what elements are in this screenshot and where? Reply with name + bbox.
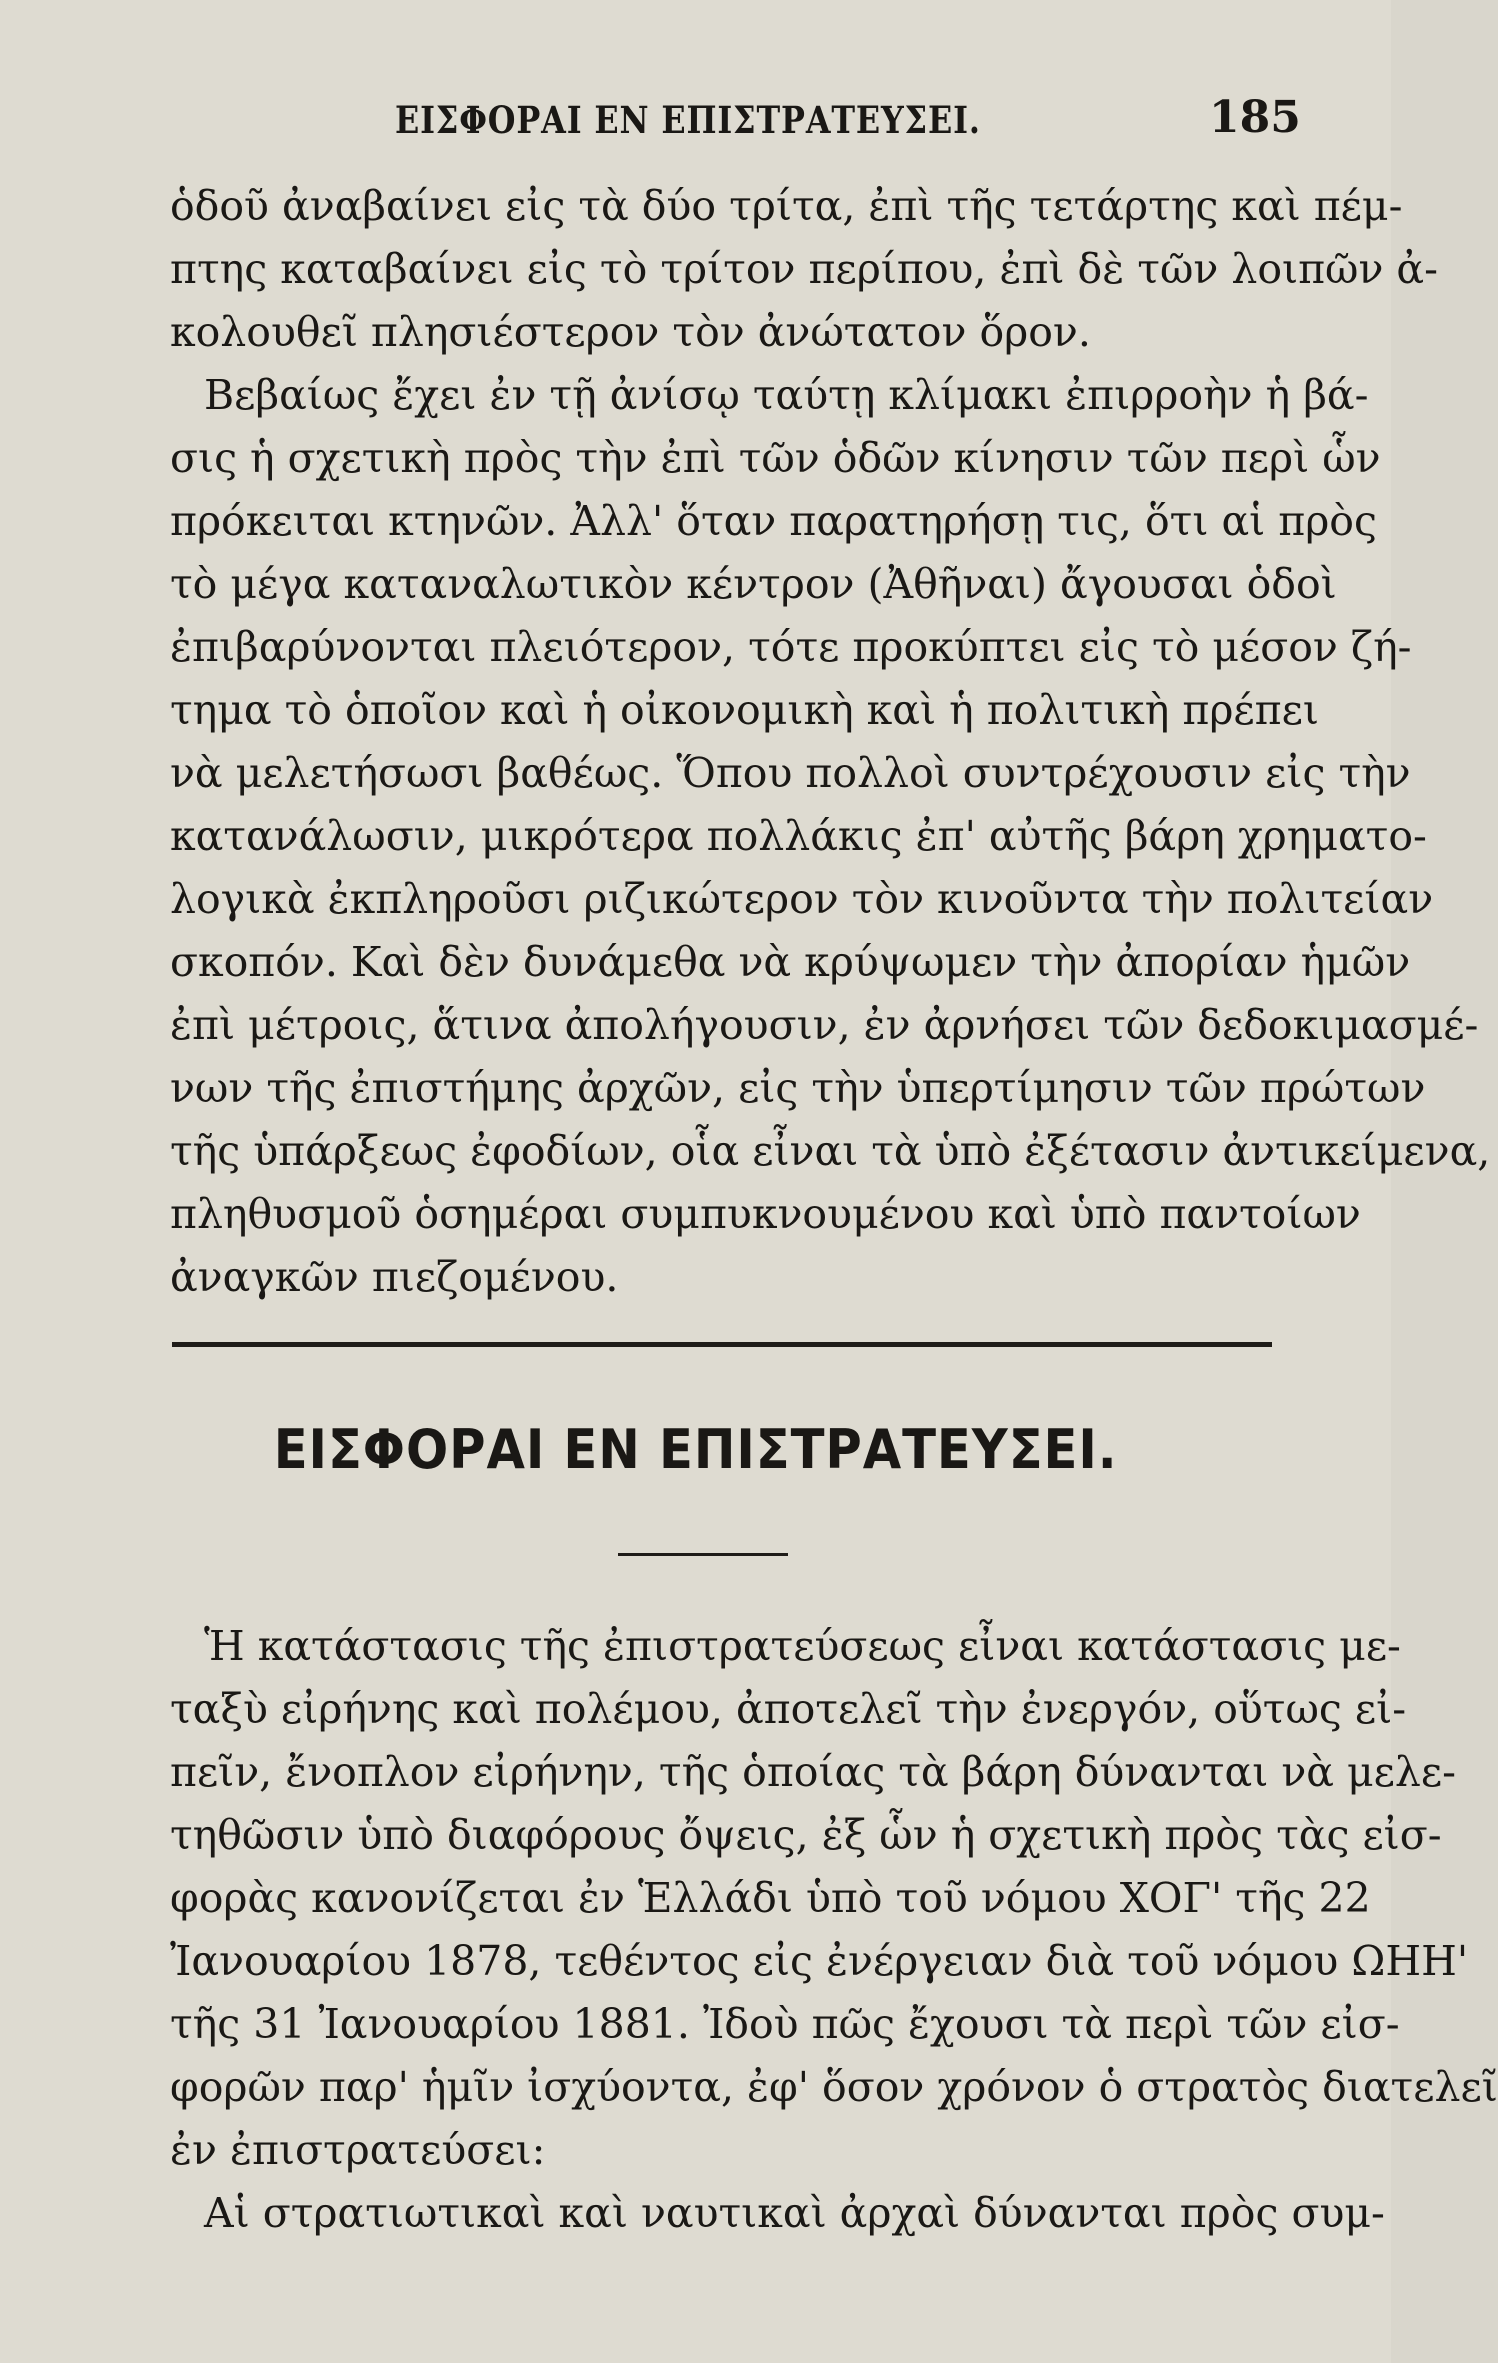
text-line: ὁδοῦ ἀναβαίνει εἰς τὰ δύο τρίτα, ἐπὶ τῆς τετάρτης καὶ πέμ- [170, 182, 1403, 230]
section-divider [172, 1342, 1272, 1347]
paragraph-katastasis [170, 1615, 1498, 2182]
text-line: ἐπιβαρύνονται πλειότερον, τότε προκύπτει εἰς τὸ μέσον ζή- [170, 623, 1412, 671]
text-line: τὸ μέγα καταναλωτικὸν κέντρον (Ἀθῆναι) ἄγουσαι ὁδοὶ [170, 560, 1337, 608]
text-line: σκοπόν. Καὶ δὲν δυνάμεθα νὰ κρύψωμεν τὴν ἀπορίαν ἡμῶν [170, 938, 1411, 986]
text-line: πληθυσμοῦ ὁσημέραι συμπυκνουμένου καὶ ὑπὸ παντοίων [170, 1190, 1361, 1238]
text-line: τημα τὸ ὁποῖον καὶ ἡ οἰκονομικὴ καὶ ἡ πολιτικὴ πρέπει [170, 686, 1319, 734]
text-line: Ἡ κατάστασις τῆς ἐπιστρατεύσεως εἶναι κατάστασις με- [204, 1622, 1401, 1670]
text-line: λογικὰ ἐκπληροῦσι ριζικώτερον τὸν κινοῦντα τὴν πολιτείαν [170, 875, 1434, 923]
text-line: κολουθεῖ πλησιέστερον τὸν ἀνώτατον ὅρον. [170, 308, 1091, 356]
text-line: τῆς 31 Ἰανουαρίου 1881. Ἰδοὺ πῶς ἔχουσι τὰ περὶ τῶν εἰσ- [170, 2000, 1400, 2048]
text-line: ἀναγκῶν πιεζομένου. [170, 1253, 619, 1301]
paragraph-bebaios [170, 364, 1491, 1309]
text-line: ταξὺ εἰρήνης καὶ πολέμου, ἀποτελεῖ τὴν ἐνεργόν, οὕτως εἰ- [170, 1685, 1407, 1733]
section-title-text: ΕΙΣΦΟΡΑΙ ΕΝ ΕΠΙΣΤΡΑΤΕΥΣΕΙ. [273, 1418, 1118, 1481]
page-number: 185 [1209, 92, 1301, 143]
text-line: κατανάλωσιν, μικρότερα πολλάκις ἐπ' αὐτῆς βάρη χρηματο- [170, 812, 1427, 860]
text-line: τηθῶσιν ὑπὸ διαφόρους ὄψεις, ἐξ ὧν ἡ σχετικὴ πρὸς τὰς εἰσ- [170, 1811, 1442, 1859]
text-line: πτης καταβαίνει εἰς τὸ τρίτον περίπου, ἐπὶ δὲ τῶν λοιπῶν ἀ- [170, 245, 1438, 293]
paragraph-continuation [170, 175, 1438, 364]
text-line: τῆς ὑπάρξεως ἐφοδίων, οἷα εἶναι τὰ ὑπὸ ἐξέτασιν ἀντικείμενα, [170, 1127, 1491, 1175]
section-title [0, 1418, 1391, 1481]
text-line: πεῖν, ἔνοπλον εἰρήνην, τῆς ὁποίας τὰ βάρη δύνανται νὰ μελε- [170, 1748, 1456, 1796]
text-line: Αἱ στρατιωτικαὶ καὶ ναυτικαὶ ἀρχαὶ δύνανται πρὸς συμ- [204, 2189, 1385, 2237]
running-head [0, 92, 1391, 143]
title-underline [618, 1553, 788, 1556]
text-line: σις ἡ σχετικὴ πρὸς τὴν ἐπὶ τῶν ὁδῶν κίνησιν τῶν περὶ ὧν [170, 434, 1381, 482]
text-line: πρόκειται κτηνῶν. Ἀλλ' ὅταν παρατηρήσῃ τις, ὅτι αἱ πρὸς [170, 497, 1377, 545]
text-line: νων τῆς ἐπιστήμης ἀρχῶν, εἰς τὴν ὑπερτίμησιν τῶν πρώτων [170, 1064, 1426, 1112]
running-title: ΕΙΣΦΟΡΑΙ ΕΝ ΕΠΙΣΤΡΑΤΕΥΣΕΙ. [395, 98, 981, 142]
text-line: Ἰανουαρίου 1878, τεθέντος εἰς ἐνέργειαν διὰ τοῦ νόμου ΩΗΗ' [170, 1937, 1469, 1985]
text-line: ἐπὶ μέτροις, ἅτινα ἀπολήγουσιν, ἐν ἀρνήσει τῶν δεδοκιμασμέ- [170, 1001, 1479, 1049]
text-line: φορῶν παρ' ἡμῖν ἰσχύοντα, ἐφ' ὅσον χρόνον ὁ στρατὸς διατελεῖ [170, 2063, 1498, 2111]
paragraph-stratiotikai [170, 2182, 1385, 2245]
text-line: Βεβαίως ἔχει ἐν τῇ ἀνίσῳ ταύτῃ κλίμακι ἐπιρροὴν ἡ βά- [204, 371, 1369, 419]
text-line: ἐν ἐπιστρατεύσει: [170, 2126, 546, 2174]
text-line: νὰ μελετήσωσι βαθέως. Ὅπου πολλοὶ συντρέχουσιν εἰς τὴν [170, 749, 1411, 797]
text-line: φορὰς κανονίζεται ἐν Ἑλλάδι ὑπὸ τοῦ νόμου ΧΟΓ' τῆς 22 [170, 1874, 1371, 1922]
